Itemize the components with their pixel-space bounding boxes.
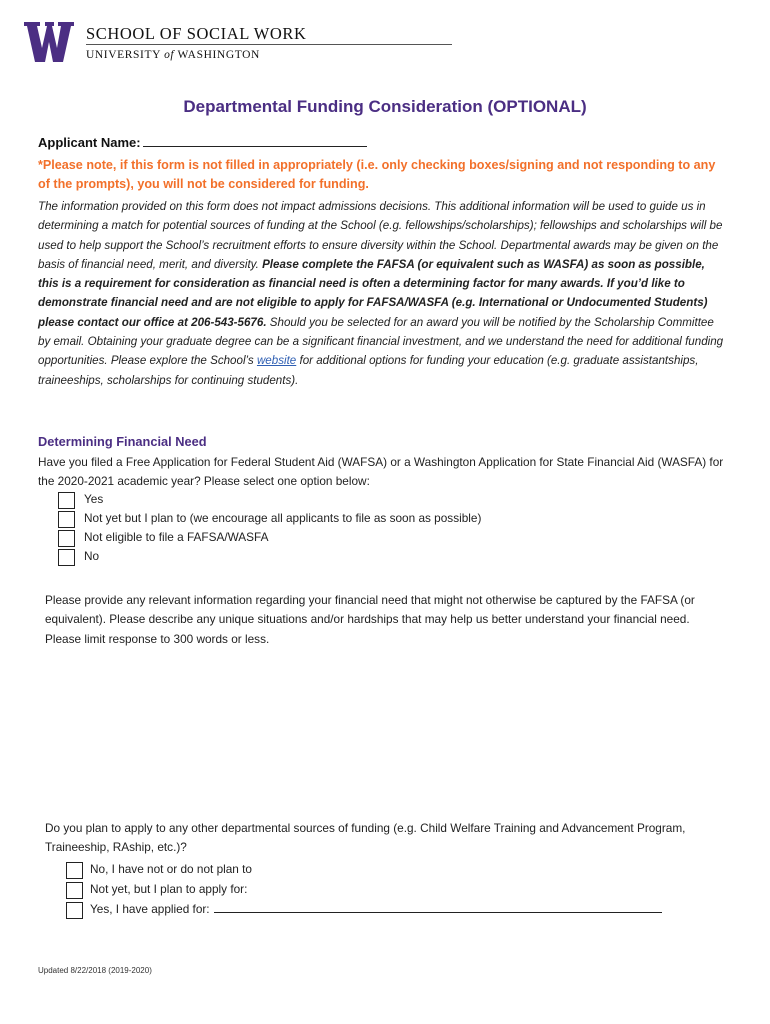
page-title: Departmental Funding Consideration (OPTIONAL) — [183, 97, 587, 116]
section-heading-financial-need: Determining Financial Need — [38, 434, 207, 449]
option-applied: Yes, I have applied for: — [90, 902, 662, 916]
option-plan-apply: Not yet, but I plan to apply for: — [90, 882, 248, 896]
option-yes: Yes — [84, 492, 104, 506]
uw-logo-mark — [24, 22, 74, 62]
checkbox-yes[interactable] — [58, 492, 75, 509]
applicant-name-field[interactable] — [38, 135, 367, 150]
option-plan-to: Not yet but I plan to (we encourage all applicants to file as soon as possible) — [84, 511, 482, 525]
checkbox-no[interactable] — [58, 549, 75, 566]
fafsa-requirement: Please complete the FAFSA (or equivalent such as WASFA) as soon as possible, this is a requirement for consideration as financial need is often a determining factor for many awards. If you’d like to demonstrate financial need and are not eligible to apply for FAFSA/WASFA (e.g. International or Undocumented Students) please contact our office at 206-543-5676. — [38, 257, 708, 329]
website-link[interactable]: website — [256, 354, 297, 368]
applicant-name-blank[interactable] — [143, 135, 367, 147]
option-no: No — [84, 549, 100, 563]
fafsa-question: Have you filed a Free Application for Federal Student Aid (WAFSA) or a Washington Application for State Financial Aid (WASFA) for the 2020-2021 academic year? Please select one option below: — [38, 455, 724, 488]
checkbox-applied[interactable] — [66, 902, 83, 919]
other-funding-question: Do you plan to apply to any other departmental sources of funding (e.g. Child Welfare Training and Advancement Program, Traineeship, RAship, etc.)? — [45, 821, 686, 855]
option-not-eligible: Not eligible to file a FAFSA/WASFA — [84, 530, 269, 544]
university-name: UNIVERSITY of WASHINGTON — [86, 49, 260, 61]
school-name: SCHOOL OF SOCIAL WORK — [86, 24, 307, 43]
applicant-name-label: Applicant Name: — [38, 135, 141, 150]
checkbox-not-eligible[interactable] — [58, 530, 75, 547]
warning-note: *Please note, if this form is not filled in appropriately (i.e. only checking boxes/signing and not responding to any of the prompts), you will not be considered for funding. — [38, 158, 716, 191]
financial-need-prompt: Please provide any relevant information regarding your financial need that might not otherwise be captured by the FAFSA (or equivalent). Please describe any unique situations and/or hardships that may help us better understand your financial need. Please limit response to 300 words or less. — [45, 593, 695, 646]
checkbox-plan-to[interactable] — [58, 511, 75, 528]
checkbox-plan-apply[interactable] — [66, 882, 83, 899]
footer-updated: Updated 8/22/2018 (2019-2020) — [38, 966, 152, 975]
applied-for-blank[interactable] — [214, 902, 662, 913]
intro-paragraph: The information provided on this form does not impact admissions decisions. This additional information will be used to guide us in determining a match for potential sources of funding at the School (e.g. fellowships/scholarships); fellowships and scholarships will be used to help support the School’s recruitment efforts to ensure diversity within the School. Departmental awards may be given on the basis of financial need, merit, and diversity. Please complete the FAFSA (or equivalent such as WASFA) as soon as possible, this is a requirement for consideration as financial need is often a determining factor for many awards. If you’d like to demonstrate financial need and are not eligible to apply for FAFSA/WASFA (e.g. International or Undocumented Students) please contact our office at 206-543-5676. Should you be selected for an award you will be notified by the Scholarship Committee by email. Obtaining your graduate degree can be a significant financial investment, and we understand the need for additional funding opportunities. Please explore the School’s website for additional options for funding your education (e.g. graduate assistantships, traineeships, scholarships for continuing students). — [38, 200, 724, 387]
option-no-plan: No, I have not or do not plan to — [90, 862, 252, 876]
checkbox-no-plan[interactable] — [66, 862, 83, 879]
logo-divider — [86, 44, 452, 45]
